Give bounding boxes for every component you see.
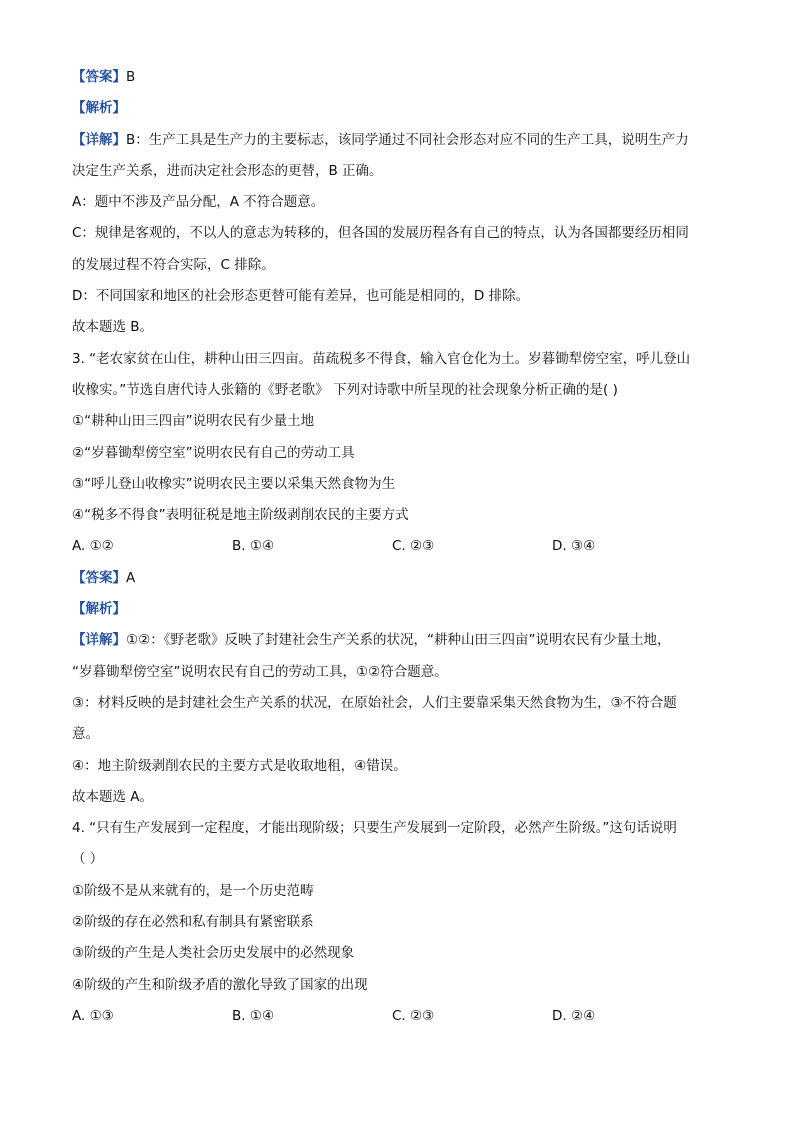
- answer-line: [72, 563, 722, 594]
- statement: ②“岁暮锄犁傍空室”说明农民有自己的劳动工具: [72, 444, 355, 461]
- answer-line: [72, 62, 722, 93]
- option-d: D. ②④: [552, 1007, 596, 1024]
- document-page: [72, 62, 722, 1032]
- question-stem: 3. “老农家贫在山住，耕种山田三四亩。苗疏税多不得食，输入官仓化为土。岁暮锄犁傍空室，呼儿登山: [72, 350, 691, 367]
- detail-text: ④：地主阶级剥削农民的主要方式是收取地租，④错误。: [72, 757, 407, 774]
- statement: ①阶级不是从来就有的，是一个历史范畴: [72, 882, 314, 899]
- question-stem: （ ）: [72, 851, 104, 868]
- analysis-tag-line: [72, 594, 722, 625]
- detail-tag: 【详解】: [72, 131, 126, 148]
- detail-text: B：生产工具是生产力的主要标志，该同学通过不同社会形态对应不同的生产工具，说明生产力: [126, 131, 689, 148]
- statement: ①“耕种山田三四亩”说明农民有少量土地: [72, 413, 315, 430]
- option-c: C. ②③: [392, 1007, 435, 1024]
- detail-line: [72, 625, 722, 656]
- option-c: C. ②③: [392, 538, 435, 555]
- statement: ④“税多不得食”表明征税是地主阶级剥削农民的主要方式: [72, 507, 409, 524]
- question-stem: 收橡实。”节选自唐代诗人张籍的《野老歌》 下列对诗歌中所呈现的社会现象分析正确的是( ): [72, 381, 618, 398]
- detail-line: [72, 125, 722, 156]
- options-row: [72, 531, 722, 562]
- option-d: D. ③④: [552, 538, 596, 555]
- detail-text: 的发展过程不符合实际，C 排除。: [72, 256, 275, 273]
- option-b: B. ①④: [232, 538, 275, 555]
- option-b: B. ①④: [232, 1007, 275, 1024]
- statement: ②阶级的存在必然和私有制具有紧密联系: [72, 914, 314, 931]
- options-row: [72, 1001, 722, 1032]
- statement: ④阶级的产生和阶级矛盾的激化导致了国家的出现: [72, 976, 368, 993]
- conclusion-text: 故本题选 A。: [72, 788, 154, 805]
- option-a: A. ①③: [72, 1007, 114, 1024]
- detail-text: A：题中不涉及产品分配，A 不符合题意。: [72, 194, 325, 211]
- detail-text: C：规律是客观的，不以人的意志为转移的，但各国的发展历程各有自己的特点，认为各国都要经历相同: [72, 225, 689, 242]
- answer-tag: 【答案】: [72, 69, 126, 85]
- statement: ③阶级的产生是人类社会历史发展中的必然现象: [72, 945, 355, 962]
- analysis-tag-line: [72, 93, 722, 124]
- detail-text: 决定生产关系，进而决定社会形态的更替，B 正确。: [72, 162, 383, 179]
- detail-text: ③：材料反映的是封建社会生产关系的状况，在原始社会，人们主要靠采集天然食物为生，③不符合题: [72, 694, 677, 711]
- analysis-tag: 【解析】: [72, 601, 126, 618]
- question-stem: 4. “只有生产发展到一定程度，才能出现阶级；只要生产发展到一定阶段，必然产生阶级。”这句话说明: [72, 820, 677, 837]
- detail-text: “岁暮锄犁傍空室”说明农民有自己的劳动工具，①②符合题意。: [72, 663, 448, 680]
- answer-value: B: [126, 69, 136, 85]
- statement: ③“呼儿登山收橡实”说明农民主要以采集天然食物为生: [72, 475, 396, 492]
- option-a: A. ①②: [72, 538, 114, 555]
- detail-text: ①②：《野老歌》反映了封建社会生产关系的状况，“耕种山田三四亩”说明农民有少量土地，: [126, 632, 671, 649]
- detail-text: D：不同国家和地区的社会形态更替可能有差异，也可能是相同的，D 排除。: [72, 288, 530, 305]
- answer-tag: 【答案】: [72, 569, 126, 586]
- detail-text: 意。: [72, 726, 99, 743]
- analysis-tag: 【解析】: [72, 100, 126, 117]
- conclusion-text: 故本题选 B。: [72, 319, 154, 336]
- detail-tag: 【详解】: [72, 632, 126, 649]
- answer-value: A: [126, 569, 136, 586]
